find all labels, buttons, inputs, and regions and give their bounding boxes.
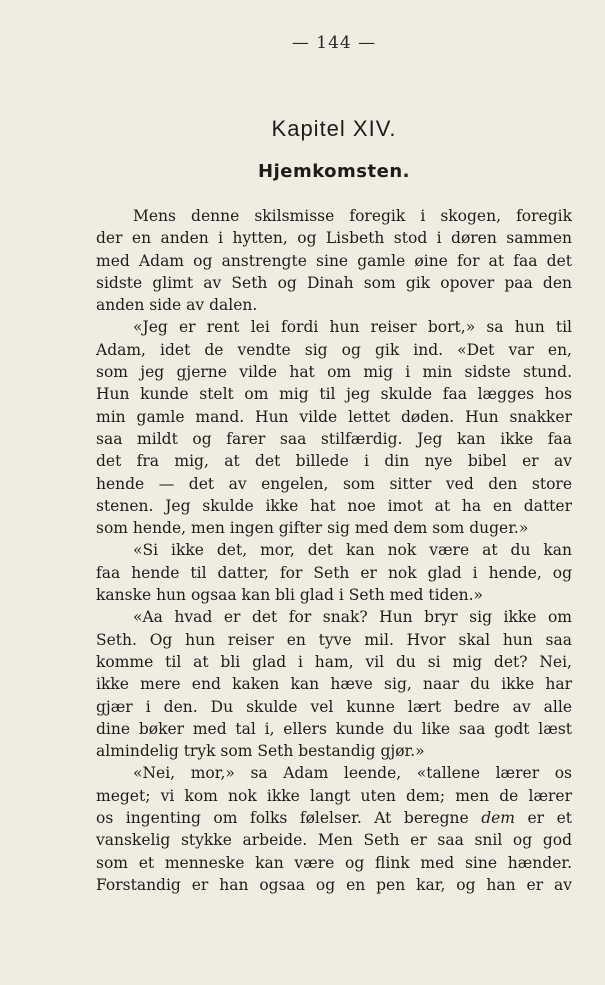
text-line: saa mildt og farer saa stilfærdig. Jeg kan ikke faa — [96, 429, 572, 448]
text-line: almindelig tryk som Seth bestandig gjør.» — [96, 742, 425, 761]
text-line: stenen. Jeg skulde ikke hat noe imot at ha en datter — [96, 496, 572, 515]
text-line: anden side av dalen. — [96, 296, 258, 315]
chapter-title: Hjemkomsten. — [258, 161, 410, 182]
page-number: — 144 — — [291, 33, 377, 53]
text-line: «Aa hvad er det for snak? Hun bryr sig ikke om — [133, 608, 572, 627]
text-line: med Adam og anstrengte sine gamle øine for at faa det — [96, 251, 572, 270]
text-line: os ingenting om folks følelser. At beregne dem er et — [96, 809, 572, 828]
text-line: kanske hun ogsaa kan bli glad i Seth med tiden.» — [96, 586, 484, 605]
text-line: Hun kunde stelt om mig til jeg skulde faa lægges hos — [96, 385, 572, 404]
text-line: hende — det av engelen, som sitter ved den store — [96, 474, 572, 493]
text-line: dine bøker med tal i, ellers kunde du like saa godt læst — [96, 719, 572, 738]
text-line: min gamle mand. Hun vilde lettet døden. Hun snakker — [96, 407, 572, 426]
text-line: faa hende til datter, for Seth er nok glad i hende, og — [96, 563, 572, 582]
text-line: Forstandig er han ogsaa og en pen kar, og han er av — [96, 875, 572, 894]
chapter-heading: Kapitel XIV. — [271, 116, 397, 141]
text-line: «Nei, mor,» sa Adam leende, «tallene lærer os — [133, 764, 572, 783]
text-line: sidste glimt av Seth og Dinah som gik opover paa den — [96, 273, 572, 292]
text-line: som et menneske kan være og flink med sine hænder. — [96, 853, 572, 872]
text-line: «Si ikke det, mor, det kan nok være at du kan — [133, 541, 572, 560]
text-line: Seth. Og hun reiser en tyve mil. Hvor skal hun saa — [96, 630, 572, 649]
text-line: det fra mig, at det billede i din nye bibel er av — [96, 452, 572, 471]
text-line: komme til at bli glad i ham, vil du si mig det? Nei, — [96, 652, 572, 671]
text-line: Adam, idet de vendte sig og gik ind. «Det var en, — [96, 340, 572, 359]
text-line: meget; vi kom nok ikke langt uten dem; men de lærer — [96, 786, 572, 805]
text-line: som hende, men ingen gifter sig med dem som duger.» — [96, 519, 529, 538]
body-text — [96, 205, 572, 896]
text-line: som jeg gjerne vilde hat om mig i min sidste stund. — [96, 363, 572, 382]
text-line: vanskelig stykke arbeide. Men Seth er saa snil og god — [96, 831, 572, 850]
text-line: der en anden i hytten, og Lisbeth stod i døren sammen — [96, 229, 572, 248]
text-line: gjær i den. Du skulde vel kunne lært bedre av alle — [96, 697, 572, 716]
text-line: Mens denne skilsmisse foregik i skogen, foregik — [133, 207, 572, 225]
text-line: «Jeg er rent lei fordi hun reiser bort,» sa hun til — [133, 318, 572, 337]
text-line: ikke mere end kaken kan hæve sig, naar du ikke har — [96, 675, 572, 694]
